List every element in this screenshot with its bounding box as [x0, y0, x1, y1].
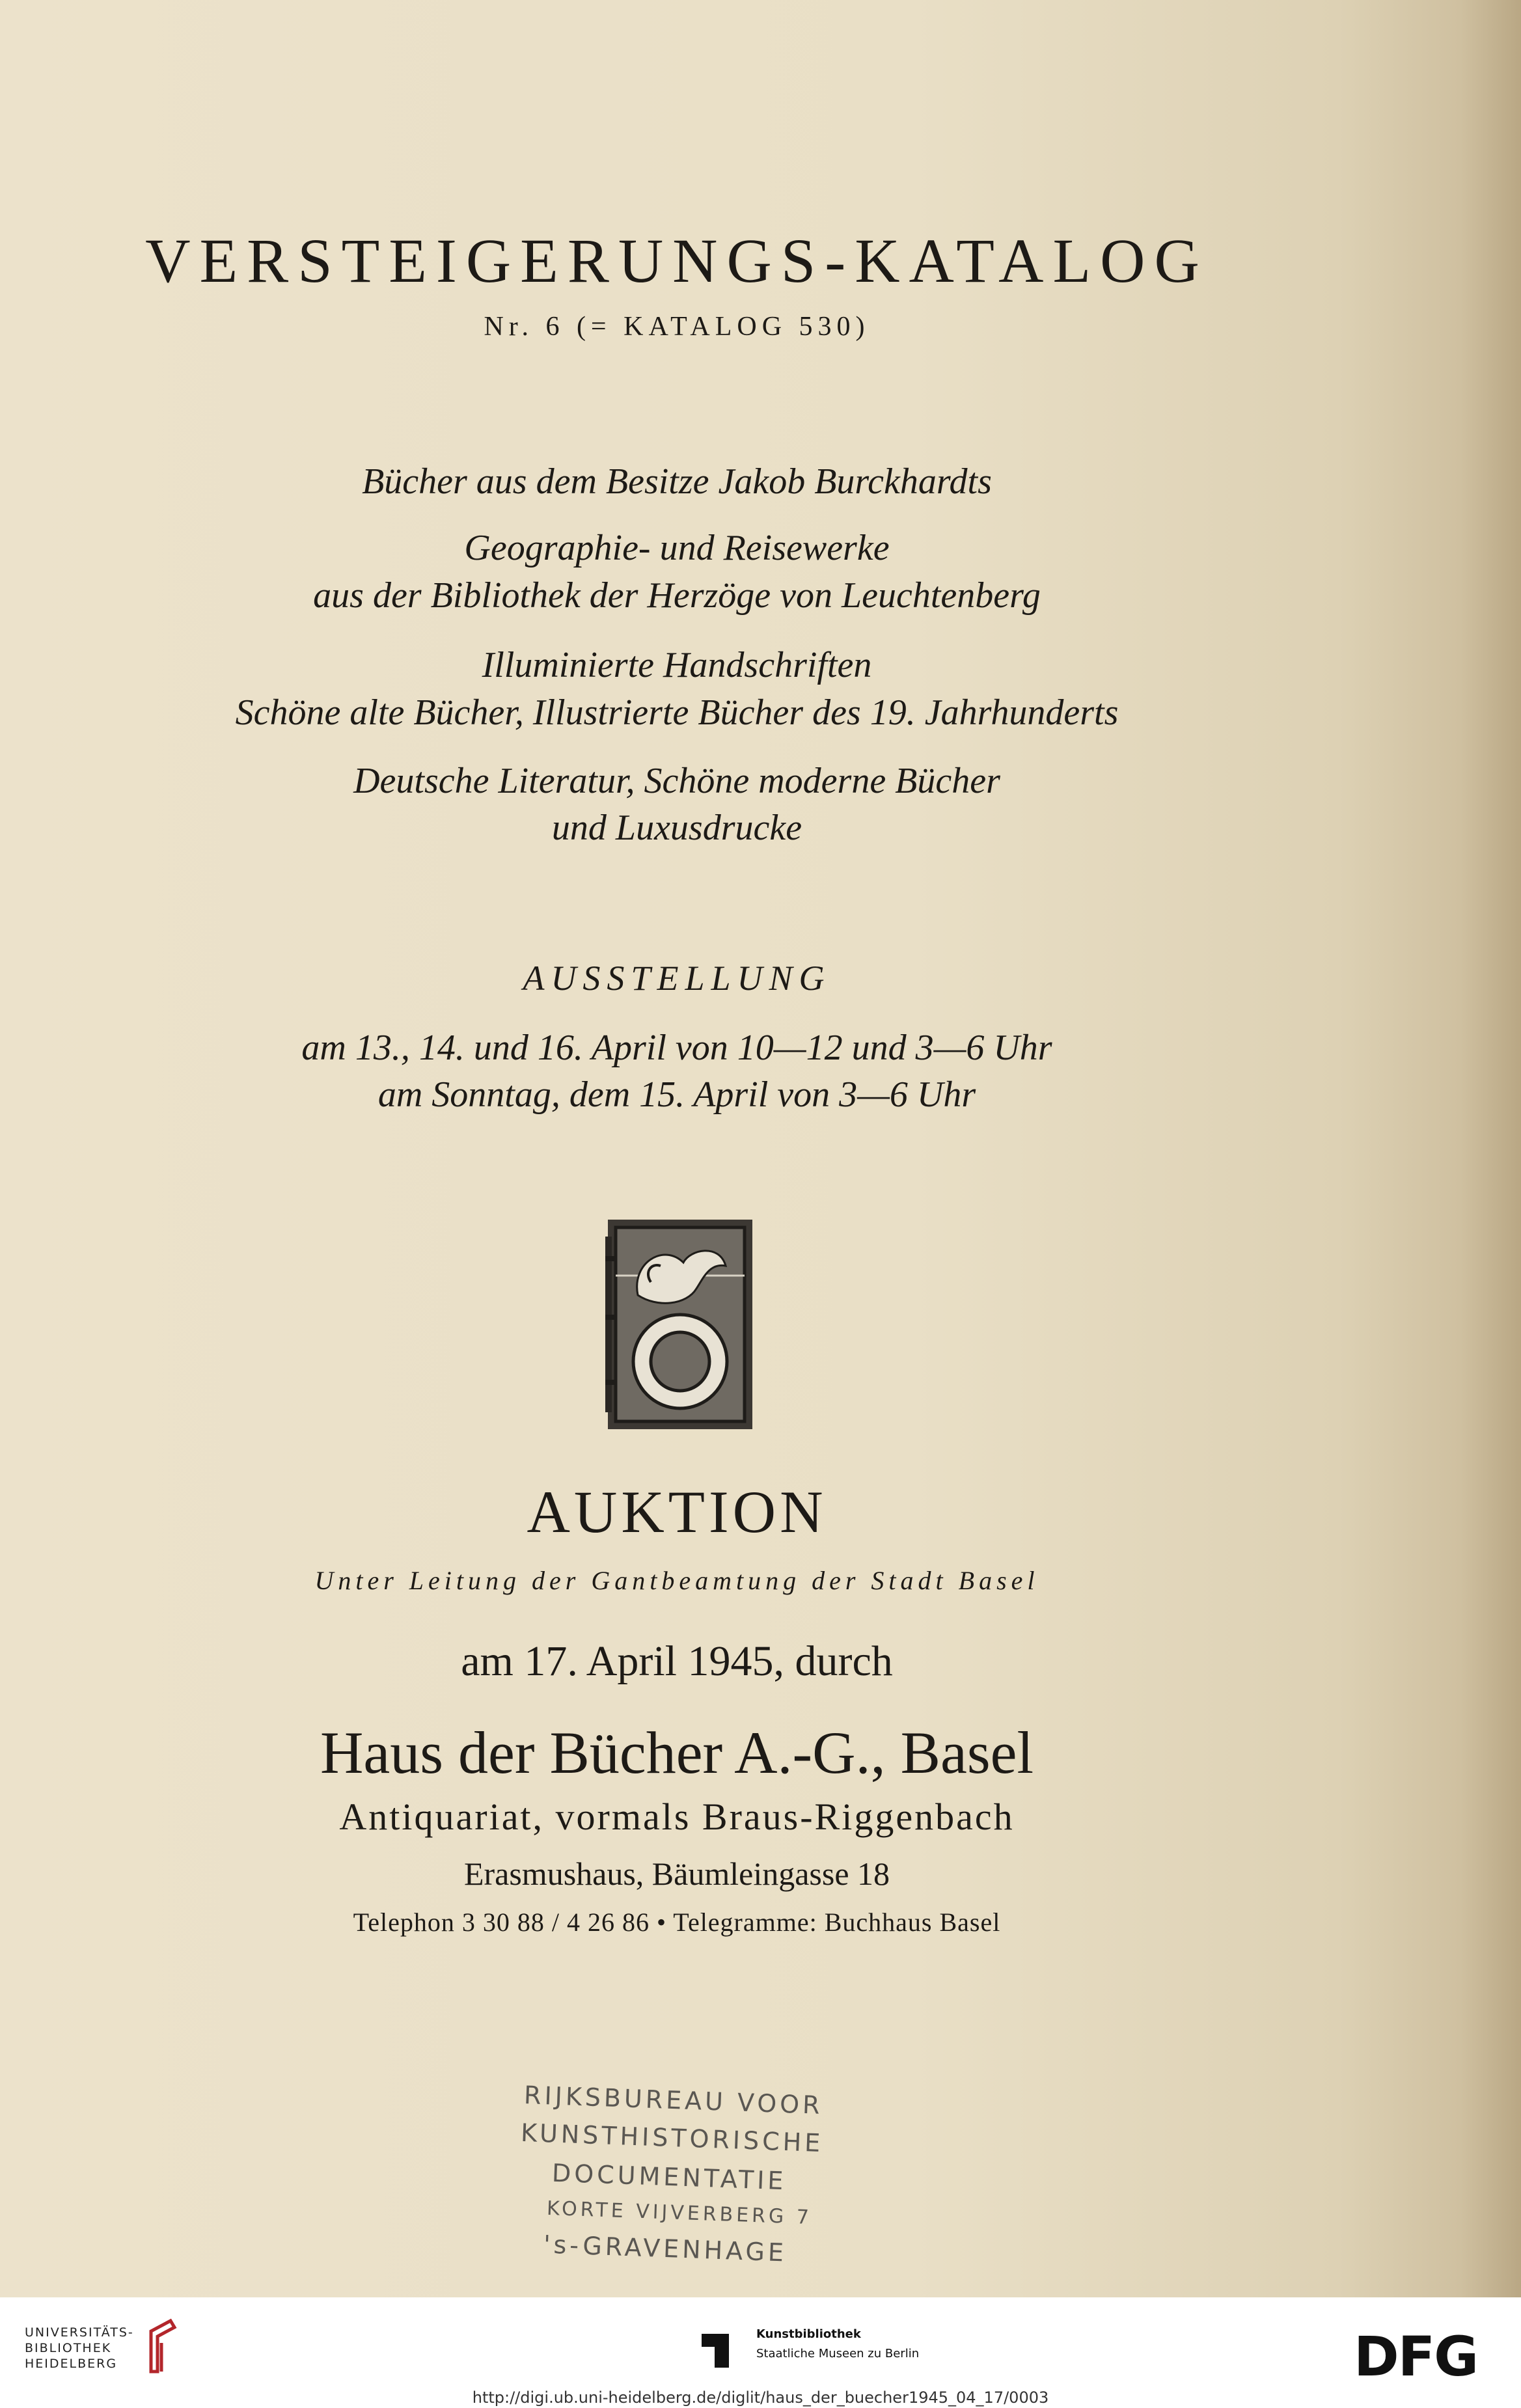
auktion-antiquariat: Antiquariat, vormals Braus-Riggenbach [339, 1796, 1015, 1838]
university-emblem-icon [142, 2317, 178, 2375]
ausstellung-heading: AUSSTELLUNG [523, 959, 831, 998]
auktion-firma: Haus der Bücher A.-G., Basel [320, 1719, 1034, 1786]
stamp-line: KORTE VIJVERBERG 7 [546, 2196, 813, 2230]
ausstellung-line: am 13., 14. und 16. April von 10—12 und 3—6 Uhr [301, 1028, 1052, 1068]
kunstbibliothek-text [756, 2325, 919, 2364]
content-line: Illuminierte Handschriften [482, 645, 872, 685]
content-line: Deutsche Literatur, Schöne moderne Bücher [353, 761, 1000, 801]
dfg-logo: DFG [1354, 2325, 1478, 2388]
auktion-heading: AUKTION [527, 1479, 827, 1545]
auktion-telefon: Telephon 3 30 88 / 4 26 86 • Telegramme: Buchhaus Basel [353, 1908, 1001, 1937]
footer-bar [0, 2297, 1521, 2408]
content-line: und Luxusdrucke [551, 808, 802, 848]
source-url-link[interactable]: http://digi.ub.uni-heidelberg.de/diglit/haus_der_buecher1945_04_17/0003 [472, 2388, 1049, 2407]
kunstbibliothek-subtitle: Staatliche Museen zu Berlin [756, 2347, 920, 2360]
kunstbibliothek-title: Kunstbibliothek [756, 2327, 861, 2341]
stamp-line: KUNSTHISTORISCHE [520, 2118, 824, 2158]
stamp-line: RIJKSBUREAU VOOR [523, 2080, 824, 2120]
university-line: BIBLIOTHEK [25, 2341, 112, 2355]
ausstellung-line: am Sonntag, dem 15. April von 3—6 Uhr [377, 1074, 976, 1115]
catalog-number: Nr. 6 (= KATALOG 530) [484, 312, 870, 342]
content-line: Bücher aus dem Besitze Jakob Burckhardts [362, 461, 992, 502]
book-swan-emblem-icon [605, 1217, 755, 1432]
stamp-line: 's-GRAVENHAGE [543, 2230, 788, 2267]
content-line: Geographie- und Reisewerke [464, 528, 890, 568]
stamp-line: DOCUMENTATIE [551, 2158, 788, 2196]
university-logo-text [25, 2325, 134, 2372]
auktion-datum: am 17. April 1945, durch [461, 1637, 893, 1685]
university-line: UNIVERSITÄTS- [25, 2325, 134, 2340]
content-line: aus der Bibliothek der Herzöge von Leuchtenberg [313, 575, 1041, 616]
kunstbibliothek-logo-icon [696, 2321, 748, 2373]
auktion-leitung: Unter Leitung der Gantbeamtung der Stadt Basel [314, 1566, 1039, 1595]
university-line: HEIDELBERG [25, 2357, 118, 2371]
auktion-adresse: Erasmushaus, Bäumleingasse 18 [463, 1855, 890, 1892]
catalog-title: VERSTEIGERUNGS-KATALOG [145, 226, 1209, 295]
content-line: Schöne alte Bücher, Illustrierte Bücher des 19. Jahrhunderts [235, 692, 1119, 733]
